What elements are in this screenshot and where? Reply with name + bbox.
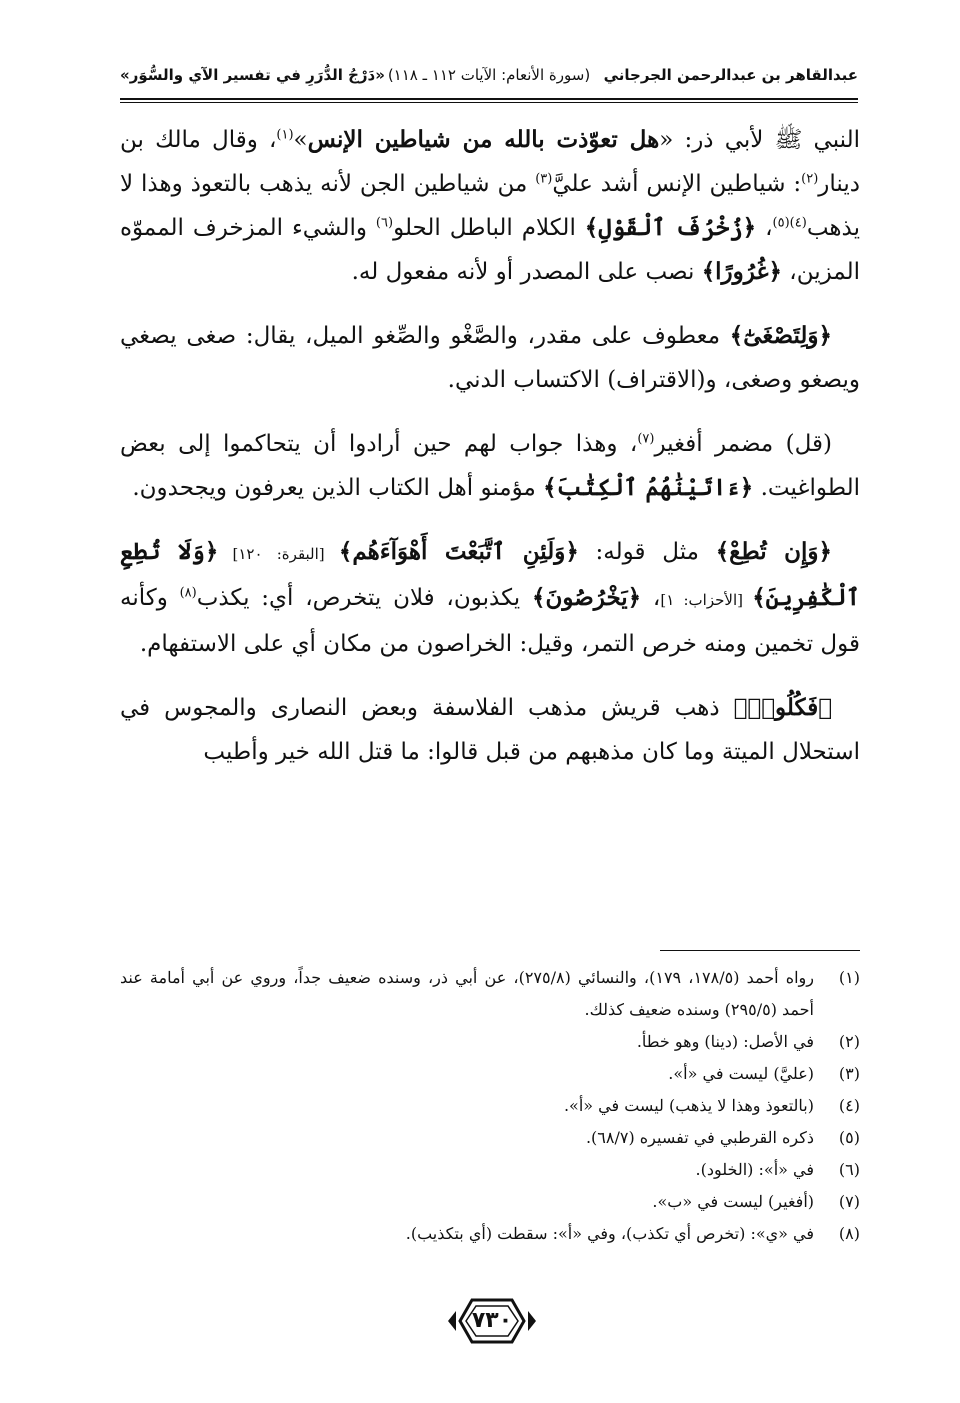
hadith-quote: هل تعوّذت بالله من شياطين الإنس — [307, 126, 660, 153]
footnote-text: رواه أحمد (١٧٨/٥، ١٧٩)، والنسائي (٢٧٥/٨)، عن أبي ذر، وسنده ضعيف جداً، وروي عن أبي أمامة عند أحمد (٢٩٥/٥) وسنده ضعيف كذلك. — [120, 968, 815, 1019]
text: والشيء المزخرف المموّه المزين، — [120, 215, 860, 285]
footnote-number: (٢) — [838, 1032, 860, 1051]
footnote-ref[interactable]: (٨) — [179, 585, 197, 601]
text: : شياطين الإنس أشد عليَّ — [552, 171, 802, 197]
footnote-ref[interactable]: (٣) — [535, 171, 553, 187]
text: مؤمنو أهل الكتاب الذين يعرفون ويجحدون. — [132, 475, 544, 501]
footnote-item — [120, 1090, 860, 1122]
main-text — [120, 118, 860, 794]
footnote-item — [120, 1122, 860, 1154]
footnote-item — [120, 1218, 860, 1250]
footnote-ref[interactable]: (٧) — [637, 431, 655, 447]
running-header — [120, 62, 858, 98]
text: » — [293, 127, 308, 153]
page-number-ornament — [446, 1296, 538, 1346]
footnote-number: (٥) — [838, 1128, 860, 1147]
footnote-text: (عليَّ) ليست في «أ». — [668, 1064, 814, 1083]
footnote-number: (٦) — [838, 1160, 860, 1179]
footnote-ref[interactable]: (١) — [276, 127, 294, 143]
footnote-text: (أفغير) ليست في «ب». — [652, 1192, 814, 1211]
footnote-text: ذكره القرطبي في تفسيره (٦٨/٧). — [585, 1128, 814, 1147]
text: ، وقال مالك بن دينار — [120, 127, 860, 197]
text: ، — [641, 585, 661, 611]
page-number: ٧٣٠ — [471, 1308, 513, 1333]
quran-quote: ﴿يَخْرُصُونَ﴾ — [531, 584, 642, 611]
footnote-item — [120, 1026, 860, 1058]
paragraph-4 — [120, 530, 860, 666]
footnote-divider — [660, 950, 860, 951]
text: نصب على المصدر أو لأنه مفعول له. — [351, 259, 702, 285]
quran-quote: ﴿ءَاتَيْنَٰهُمُ ٱلْكِتَٰبَ﴾ — [543, 474, 754, 501]
text: الكلام الباطل الحلو — [393, 215, 585, 241]
quran-quote: ﴿غُرُورًا﴾ — [701, 258, 782, 285]
header-divider — [120, 98, 858, 103]
text: ، — [756, 215, 773, 241]
footnote-item — [120, 962, 860, 1026]
quran-quote: ﴿وَلَئِنِ ٱتَّبَعْتَ أَهْوَآءَهُم﴾ — [338, 538, 579, 565]
header-author: عبدالقاهر بن عبدالرحمن الجرجاني — [603, 66, 858, 84]
footnote-item — [120, 1058, 860, 1090]
paragraph-1 — [120, 118, 860, 294]
text: ذهب قريش مذهب الفلاسفة وبعض النصارى والمجوس في استحلال الميتة وما كان مذهبهم من قبل قالوا: ما قتل الله خير وأطيب — [120, 695, 860, 765]
quran-quote: ﴿زُخْرُفَ ٱلْقَوْلِ﴾ — [584, 214, 757, 241]
footnotes — [120, 962, 860, 1250]
quran-quote: ﴿وَإِن تُطِعْ﴾ — [715, 538, 832, 565]
header-book-title: «دَرْجُ الدُّرَرِ في تفسير الآي والسُّوَر» — [120, 66, 385, 84]
quran-quote: ﴿وَلِتَصْغَىٰٓ﴾ — [729, 322, 832, 349]
paragraph-3 — [120, 422, 860, 510]
footnote-item — [120, 1186, 860, 1218]
footnote-ref[interactable]: (٤)(٥) — [772, 215, 807, 231]
text: النبي ﷺ لأبي ذر: « — [659, 127, 860, 153]
footnote-text: في «ي»: (تخرص أي تكذب)، وفي «أ»: سقطت (أي بتكذيب). — [405, 1224, 814, 1243]
footnote-ref[interactable]: (٢) — [801, 171, 819, 187]
text: وكأنه قول تخمين ومنه خرص التمر، وقيل: الخراصون من مكان أي على الاستفهام. — [120, 585, 860, 657]
footnote-text: في «أ»: (الخلود). — [695, 1160, 814, 1179]
text: ، وهذا جواب لهم حين أرادوا أن يتحاكموا إلى بعض الطواغيت. — [120, 431, 860, 501]
footnote-number: (٨) — [838, 1224, 860, 1243]
quran-quote: ﴿وَلَا تُطِعِ ٱلْكَٰفِرِينَ﴾ — [120, 538, 860, 611]
text: يكذبون، فلان يتخرص، أي: يكذب — [196, 585, 532, 611]
footnote-number: (٣) — [838, 1064, 860, 1083]
paragraph-2 — [120, 314, 860, 402]
footnote-number: (١) — [838, 968, 860, 987]
footnote-text: (بالتعوذ وهذا لا يذهب) ليست في «أ». — [563, 1096, 814, 1115]
header-surah: (سورة الأنعام: الآيات ١١٢ ـ ١١٨) — [387, 66, 591, 84]
surah-reference: [الأحزاب: ١] — [660, 591, 753, 609]
footnote-number: (٤) — [838, 1096, 860, 1115]
quran-quote: ﴿فَكُلُوا۟﴾ — [733, 694, 832, 721]
text: (قل) مضمر أفغير — [654, 431, 832, 457]
paragraph-5 — [120, 686, 860, 774]
footnote-number: (٧) — [838, 1192, 860, 1211]
text: من شياطين الجن لأنه يذهب بالتعوذ وهذا لا يذهب — [120, 171, 860, 241]
footnote-text: في الأصل: (دينا) وهو خطأ. — [636, 1032, 814, 1051]
footnote-ref[interactable]: (٦) — [375, 215, 394, 231]
text: مثل قوله: — [578, 539, 716, 565]
text: معطوف على مقدر، والصَّغْو والصِّغو الميل، يقال: صغى يصغي ويصغو وصغى، و(الاقتراف) الاكتساب الدني. — [120, 323, 860, 393]
footnote-item — [120, 1154, 860, 1186]
surah-reference: [البقرة: ١٢٠] — [218, 545, 339, 563]
